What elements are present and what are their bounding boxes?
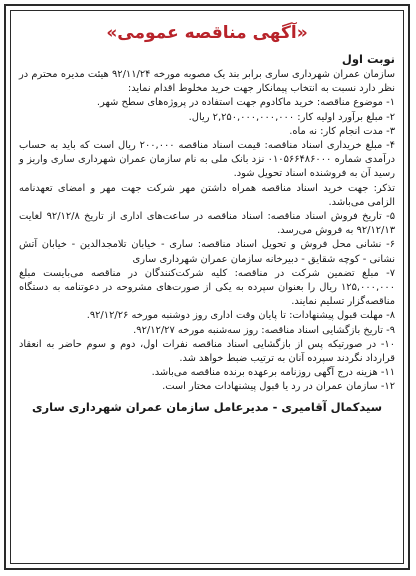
item-12: ۱۲- سازمان عمران در رد یا قبول پیشنهادات مختار است.	[162, 381, 395, 393]
item-9: ۹- تاریخ بازگشایی اسناد مناقصه: روز سه‌شنبه مورخه ۹۲/۱۲/۲۷.	[133, 324, 395, 336]
round-label: نوبت اول	[341, 52, 395, 66]
notice-inner-border	[10, 10, 404, 564]
item-4: ۴- مبلغ خریداری اسناد مناقصه: قیمت اسناد مناقصه ۲۰۰,۰۰۰ ریال است که باید به حساب درآمدی شماره ۰۱۰۵۶۶۴۸۶۰۰۰ نزد بانک ملی به نام سازمان عمران شهرداری ساری واریز و رسید آن به فروشنده اسناد تحویل شود.	[19, 140, 395, 180]
item-5: ۵- تاریخ فروش اسناد مناقصه: اسناد مناقصه در ساعت‌های اداری از تاریخ ۹۲/۱۲/۸ لغایت ۹۲/۱۲/۱۳ به فروش می‌رسد.	[19, 211, 395, 237]
item-3: ۳- مدت انجام کار: نه ماه.	[289, 125, 395, 137]
item-7: ۷- مبلغ تضمین شرکت در مناقصه: کلیه شرکت‌کنندگان در مناقصه می‌بایست مبلغ ۱۲۵,۰۰۰,۰۰۰ ریال را بعنوان سپرده به یکی از صورت‌های مشروحه در دعوتنامه به دستگاه مناقصه‌گزار تسلیم نمایند.	[19, 267, 395, 308]
notice-frame	[4, 4, 410, 570]
notice-title: «آگهی مناقصه عمومی»	[106, 23, 308, 43]
item-2: ۲- مبلغ برآورد اولیه کار: ۲,۲۵۰,۰۰۰,۰۰۰,۰۰۰ ریال.	[188, 111, 395, 123]
intro-paragraph: سازمان عمران شهرداری ساری برابر بند یک مصوبه مورخه ۹۲/۱۱/۲۴ هیئت مدیره محترم در نظر دارد نسبت به انتخاب پیمانکار جهت خرید مخلوط اقدام نماید:	[19, 69, 395, 95]
title-wrap	[19, 19, 395, 47]
item-10: ۱۰- در صورتیکه پس از بازگشایی اسناد مناقصه نفرات اول، دوم و سوم حاضر به انعقاد قرارداد نگردند سپرده آنان به ترتیب ضبط خواهد شد.	[19, 338, 395, 365]
item-8: ۸- مهلت قبول پیشنهادات: تا پایان وقت اداری روز دوشنبه مورخه ۹۲/۱۲/۲۶.	[86, 310, 395, 322]
item-11: ۱۱- هزینه درج آگهی روزنامه برعهده برنده مناقصه می‌باشد.	[151, 367, 395, 379]
notice-body	[19, 68, 395, 395]
note: تذکر: جهت خرید اسناد مناقصه همراه داشتن مهر شرکت جهت مهر و امضای تعهدنامه الزامی می‌باشد.	[19, 182, 395, 208]
item-6: ۶- نشانی محل فروش و تحویل اسناد مناقصه: ساری - خیابان تلامجدالدین - خیابان آتش نشانی - کوچه شقایق - دبیرخانه سازمان عمران شهرداری ساری	[19, 239, 395, 265]
signature-line: سیدکمال آقامیری - مدیرعامل سازمان عمران شهرداری ساری	[31, 399, 383, 414]
item-1: ۱- موضوع مناقصه: خرید ماکادوم جهت استفاده در پروژه‌های سطح شهر.	[96, 97, 395, 109]
